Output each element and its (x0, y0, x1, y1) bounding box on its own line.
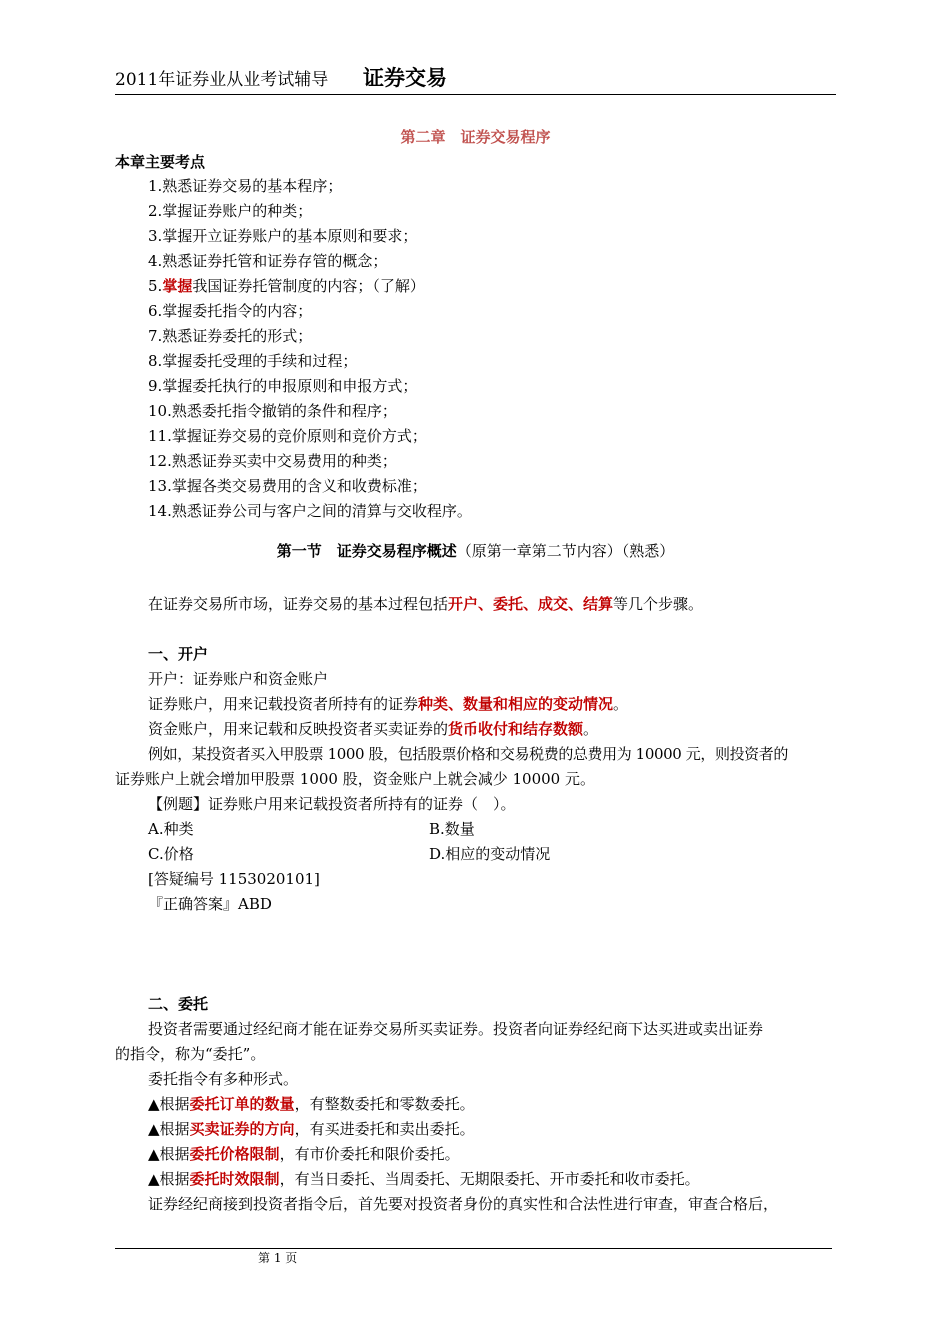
key-point-item: 13.掌握各类交易费用的含义和收费标准； (148, 477, 427, 495)
page-number: 第 1 页 (258, 1251, 298, 1265)
paragraph-line: 委托指令有多种形式。 (148, 1070, 299, 1088)
example-line: 例如，某投资者买入甲股票 1000 股，包括股票价格和交易税费的总费用为 10000 元，则投资者的 (148, 745, 788, 763)
key-point-item: 3.掌握开立证券账户的基本原则和要求； (148, 227, 418, 245)
exercise-question: 【例题】证券账户用来记载投资者所持有的证券（ ）。 (148, 795, 516, 813)
key-point-item: 9.掌握委托执行的申报原则和申报方式； (148, 377, 418, 395)
option-b: B.数量 (429, 820, 475, 838)
option-c: C.价格 (148, 845, 194, 863)
paragraph-line: 证券经纪商接到投资者指令后，首先要对投资者身份的真实性和合法性进行审查，审查合格后， (148, 1195, 779, 1213)
key-points-heading: 本章主要考点 (115, 153, 206, 171)
bullet-item: ▲根据买卖证券的方向，有买进委托和卖出委托。 (148, 1120, 475, 1138)
part1-heading: 一、开户 (148, 645, 209, 663)
option-row (148, 819, 475, 839)
key-point-item: 6.掌握委托指令的内容； (148, 302, 313, 320)
paragraph-line: 的指令，称为“委托”。 (115, 1045, 266, 1063)
section-intro: 在证券交易所市场，证券交易的基本过程包括开户、委托、成交、结算等几个步骤。 (148, 595, 704, 613)
key-point-item: 8.掌握委托受理的手续和过程； (148, 352, 358, 370)
header-course-title: 2011年证券业从业考试辅导 (115, 70, 329, 90)
paragraph-line: 投资者需要通过经纪商才能在证券交易所买卖证券。投资者向证券经纪商下达买进或卖出证券 (148, 1020, 764, 1038)
correct-answer: 『正确答案』ABD (148, 895, 272, 913)
key-point-item: 12.熟悉证券买卖中交易费用的种类； (148, 452, 397, 470)
option-a: A.种类 (148, 820, 194, 838)
bullet-item: ▲根据委托时效限制，有当日委托、当周委托、无期限委托、开市委托和收市委托。 (148, 1170, 700, 1188)
header-subject-title: 证券交易 (363, 65, 447, 90)
key-point-item: 1.熟悉证券交易的基本程序； (148, 177, 343, 195)
bullet-item: ▲根据委托价格限制，有市价委托和限价委托。 (148, 1145, 460, 1163)
page-header (115, 66, 836, 95)
key-point-item: 2.掌握证券账户的种类； (148, 202, 313, 220)
footer-divider (115, 1248, 832, 1249)
part2-heading: 二、委托 (148, 995, 209, 1013)
key-point-item: 7.熟悉证券委托的形式； (148, 327, 313, 345)
paragraph-line: 证券账户，用来记载投资者所持有的证券种类、数量和相应的变动情况。 (148, 695, 629, 713)
key-point-item: 10.熟悉委托指令撤销的条件和程序； (148, 402, 397, 420)
section-title: 第一节 证券交易程序概述（原第一章第二节内容）（熟悉） (276, 542, 675, 560)
option-row (148, 844, 551, 864)
key-point-highlight: 掌握 (162, 277, 193, 295)
paragraph-line: 开户：证券账户和资金账户 (148, 670, 329, 688)
key-point-item: 11.掌握证券交易的竞价原则和竞价方式； (148, 427, 427, 445)
example-line: 证券账户上就会增加甲股票 1000 股，资金账户上就会减少 10000 元。 (115, 770, 595, 788)
key-point-item: 5.掌握我国证券托管制度的内容；（了解） (148, 277, 425, 295)
question-id: [答疑编号 1153020101] (148, 870, 320, 888)
paragraph-line: 资金账户，用来记载和反映投资者买卖证券的货币收付和结存数额。 (148, 720, 599, 738)
key-point-item: 4.熟悉证券托管和证券存管的概念； (148, 252, 388, 270)
chapter-title: 第二章 证券交易程序 (400, 128, 551, 146)
bullet-item: ▲根据委托订单的数量，有整数委托和零数委托。 (148, 1095, 475, 1113)
option-d: D.相应的变动情况 (429, 845, 551, 863)
key-point-item: 14.熟悉证券公司与客户之间的清算与交收程序。 (148, 502, 472, 520)
